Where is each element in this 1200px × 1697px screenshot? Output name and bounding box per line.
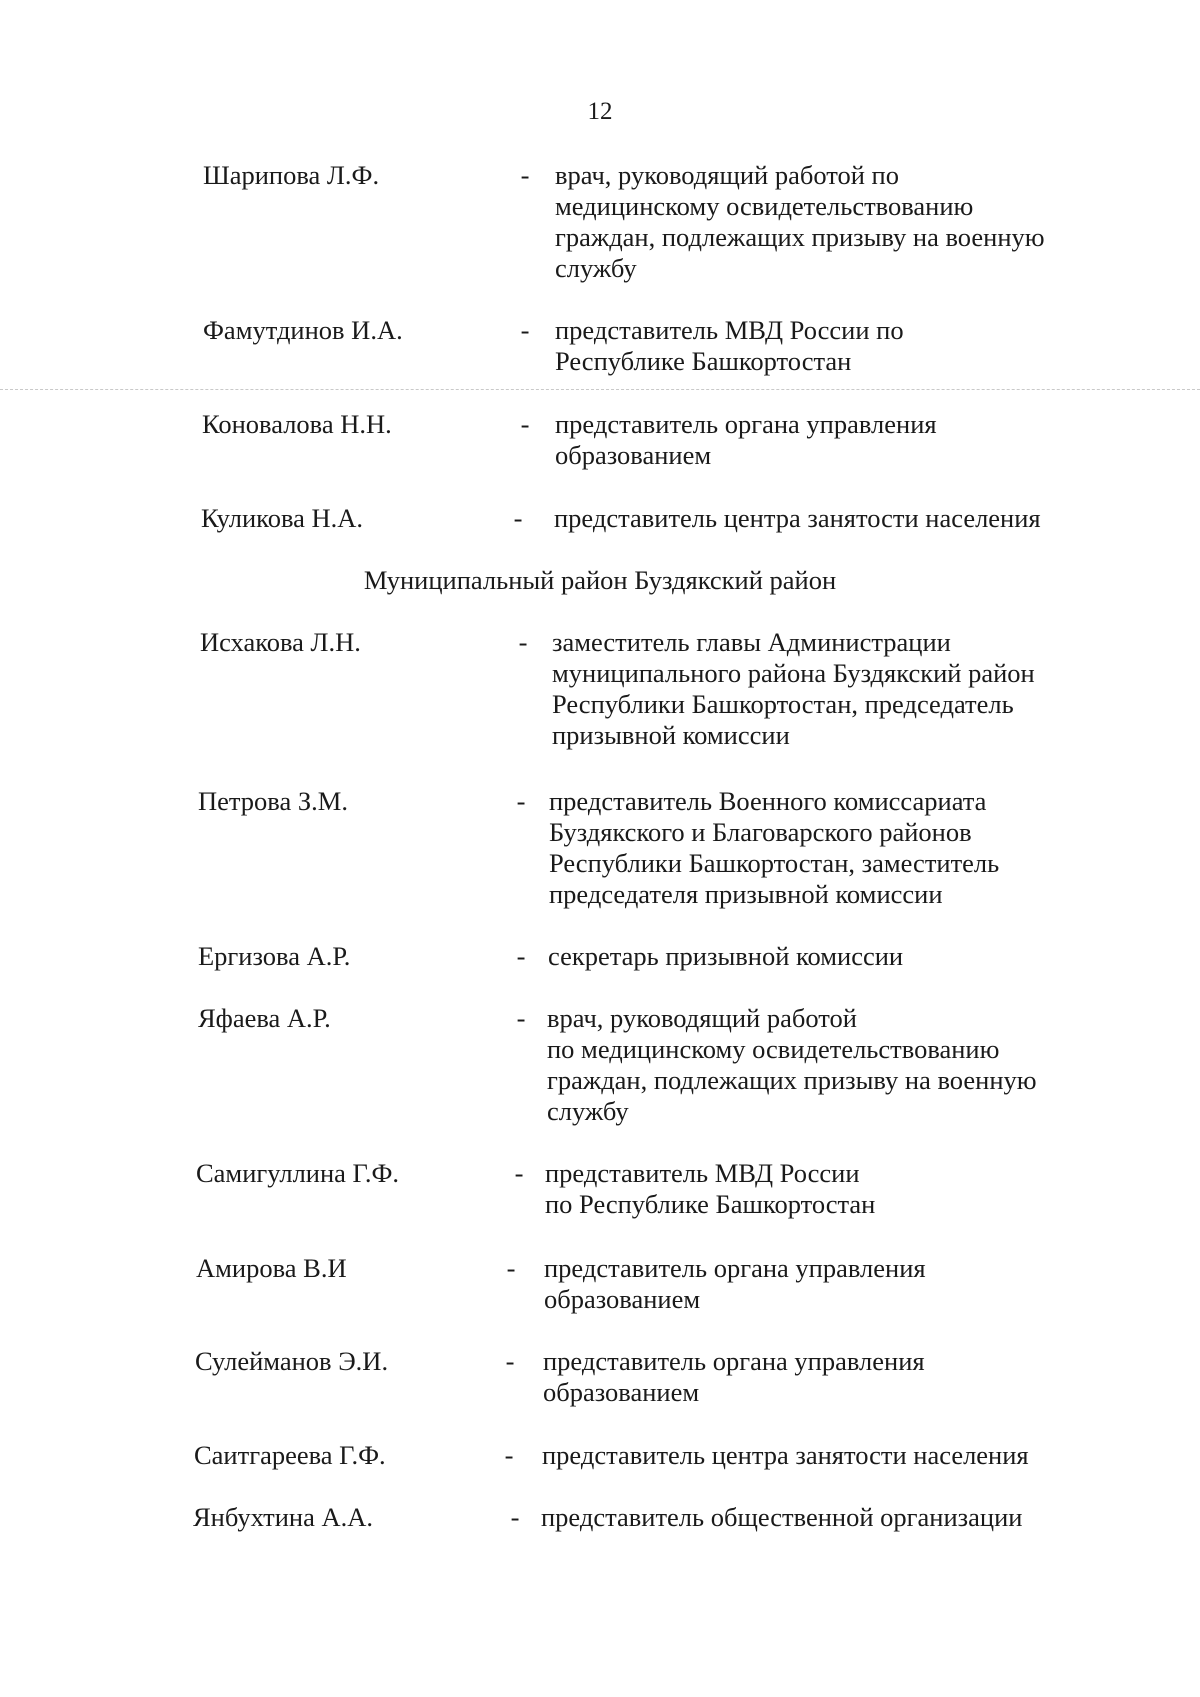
role-line: образованием (544, 1284, 701, 1314)
member-name: Янбухтина А.А. (193, 1502, 374, 1532)
role-line: медицинскому освидетельствованию (555, 191, 974, 221)
member-name: Исхакова Л.Н. (200, 627, 361, 657)
entry-dash: - (510, 1502, 520, 1532)
role-line: заместитель главы Администрации (552, 627, 951, 657)
role-line: Республике Башкортостан (555, 346, 852, 376)
entry-dash: - (506, 1253, 516, 1283)
member-role (552, 627, 1035, 751)
entry-dash: - (520, 160, 530, 190)
member-name: Ергизова А.Р. (198, 941, 351, 971)
role-line: по Республике Башкортостан (545, 1189, 876, 1219)
member-name: Коновалова Н.Н. (202, 409, 392, 439)
member-name: Амирова В.И (196, 1253, 347, 1283)
member-role (555, 315, 904, 377)
role-line: представитель органа управления (544, 1253, 926, 1283)
member-role (549, 786, 999, 910)
role-line: граждан, подлежащих призыву на военную (547, 1065, 1037, 1095)
member-role (545, 1158, 875, 1220)
member-name: Шарипова Л.Ф. (203, 160, 380, 190)
role-line: представитель центра занятости населения (554, 503, 1041, 533)
member-name: Самигуллина Г.Ф. (196, 1158, 400, 1188)
role-line: представитель органа управления (543, 1346, 925, 1376)
role-line: врач, руководящий работой (547, 1003, 857, 1033)
role-line: службу (547, 1096, 629, 1126)
entry-dash: - (516, 941, 526, 971)
entry-dash: - (514, 1158, 524, 1188)
role-line: секретарь призывной комиссии (548, 941, 904, 971)
section-heading: Муниципальный район Буздякский район (363, 565, 837, 595)
role-line: призывной комиссии (552, 720, 790, 750)
member-role (547, 1003, 1037, 1127)
entry-dash: - (505, 1346, 515, 1376)
role-line: образованием (543, 1377, 700, 1407)
role-line: представитель МВД России (545, 1158, 860, 1188)
role-line: представитель центра занятости населения (542, 1440, 1029, 1470)
role-line: по медицинскому освидетельствованию (547, 1034, 1000, 1064)
role-line: службу (555, 253, 637, 283)
member-role (555, 409, 937, 471)
member-name: Куликова Н.А. (201, 503, 364, 533)
member-name: Саитгареева Г.Ф. (194, 1440, 386, 1470)
role-line: граждан, подлежащих призыву на военную (555, 222, 1045, 252)
entry-dash: - (520, 315, 530, 345)
page-number: 12 (587, 98, 613, 125)
entry-dash: - (513, 503, 523, 533)
entry-dash: - (504, 1440, 514, 1470)
role-line: муниципального района Буздякский район (552, 658, 1035, 688)
role-line: представитель общественной организации (541, 1502, 1023, 1532)
entry-dash: - (520, 409, 530, 439)
member-role (548, 941, 903, 972)
member-name: Сулейманов Э.И. (195, 1346, 389, 1376)
role-line: представитель МВД России по (555, 315, 904, 345)
role-line: председателя призывной комиссии (549, 879, 943, 909)
member-name: Петрова З.М. (198, 786, 348, 816)
entry-dash: - (516, 1003, 526, 1033)
member-role (554, 503, 1041, 534)
entry-dash: - (518, 627, 528, 657)
role-line: образованием (555, 440, 712, 470)
role-line: представитель органа управления (555, 409, 937, 439)
member-role (555, 160, 1045, 284)
role-line: врач, руководящий работой по (555, 160, 899, 190)
member-role (544, 1253, 926, 1315)
entry-dash: - (516, 786, 526, 816)
role-line: представитель Военного комиссариата (549, 786, 987, 816)
member-role (542, 1440, 1029, 1471)
member-name: Фамутдинов И.А. (203, 315, 403, 345)
role-line: Республики Башкортостан, председатель (552, 689, 1014, 719)
role-line: Буздякского и Благоварского районов (549, 817, 972, 847)
role-line: Республики Башкортостан, заместитель (549, 848, 1000, 878)
member-name: Яфаева А.Р. (198, 1003, 331, 1033)
scan-artifact-line (0, 389, 1200, 390)
member-role (541, 1502, 1022, 1533)
member-role (543, 1346, 925, 1408)
